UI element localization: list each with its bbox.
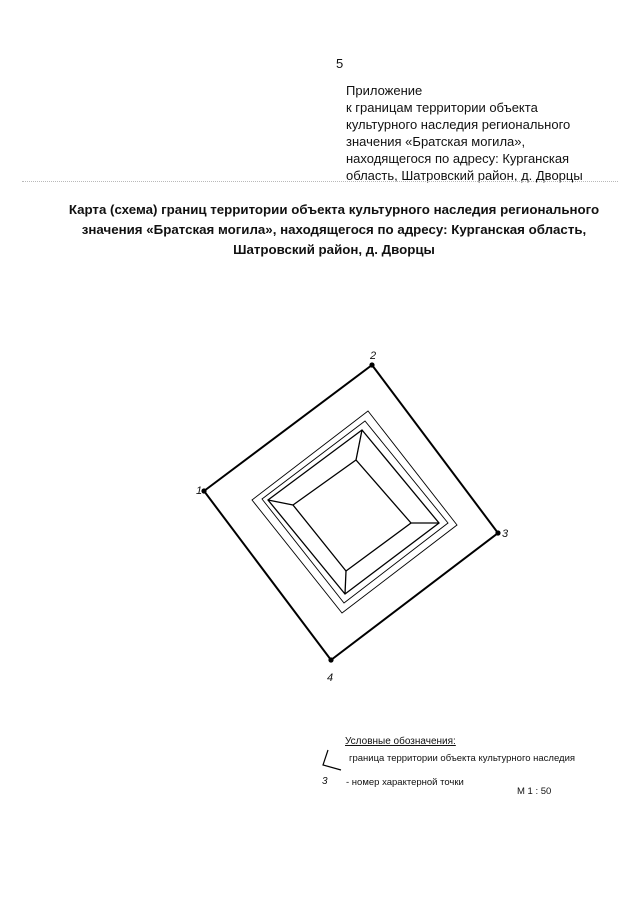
title-line: значения «Братская могила», находящегося по адресу: Курганская область, bbox=[81, 222, 587, 237]
appendix-line: к границам территории объекта bbox=[346, 100, 538, 115]
boundary-point bbox=[201, 488, 206, 493]
boundary-point bbox=[328, 657, 333, 662]
title-line: Шатровский район, д. Дворцы bbox=[233, 242, 435, 257]
appendix-line: значения «Братская могила», bbox=[346, 134, 526, 149]
pedestal-base bbox=[268, 430, 439, 594]
boundary-point bbox=[495, 530, 500, 535]
appendix-line: находящегося по адресу: Курганская bbox=[346, 151, 570, 166]
map-scale: М 1 : 50 bbox=[517, 786, 552, 797]
monument-outline-inner bbox=[262, 421, 448, 603]
point-label-4: 4 bbox=[327, 672, 334, 684]
legend-boundary-text: граница территории объекта культурного наследия bbox=[349, 753, 576, 764]
legend-point-number: 3 bbox=[322, 776, 328, 787]
appendix-line: область, Шатровский район, д. Дворцы bbox=[346, 168, 583, 183]
title-line: Карта (схема) границ территории объекта культурного наследия регионального bbox=[68, 202, 600, 217]
boundary-line-icon bbox=[320, 748, 344, 774]
legend-title: Условные обозначения: bbox=[345, 736, 456, 747]
pedestal-top bbox=[293, 460, 411, 571]
appendix-line: Приложение bbox=[346, 83, 423, 98]
page-number: 5 bbox=[336, 56, 344, 71]
appendix-line: культурного наследия регионального bbox=[346, 117, 571, 132]
bevel-line bbox=[345, 571, 346, 594]
legend-point-text: - номер характерной точки bbox=[346, 777, 464, 788]
boundary-point bbox=[369, 362, 374, 367]
point-label-1: 1 bbox=[196, 485, 203, 497]
point-label-2: 2 bbox=[370, 350, 377, 362]
territory-boundary bbox=[204, 365, 498, 660]
monument-outline-outer bbox=[252, 411, 457, 613]
point-label-3: 3 bbox=[502, 528, 509, 540]
